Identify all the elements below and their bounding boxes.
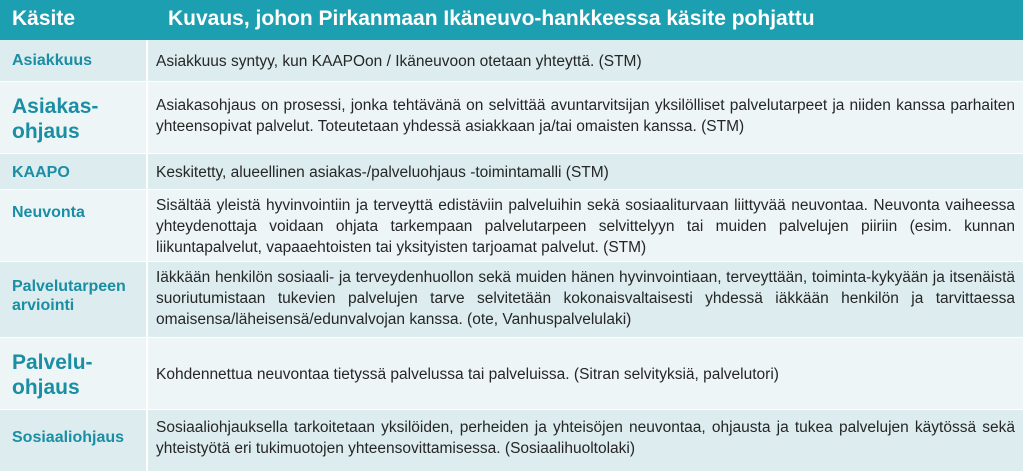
term-cell (0, 262, 148, 337)
description-text: Asiakasohjaus on prosessi, jonka tehtävänä on selvittää avuntarvitsijan yksilölliset palvelutarpeet ja niiden kanssa parhaiten yhteensopivat palvelut. Toteutetaan yhdessä asiakkaan ja/tai omaisten kanssa. (STM) (156, 97, 1015, 135)
term-cell (0, 40, 148, 81)
description-text: Keskitetty, alueellinen asiakas-/palveluohjaus -toimintamalli (STM) (156, 164, 609, 181)
term-cell (0, 190, 148, 261)
term-cell (0, 410, 148, 471)
table-row (0, 82, 1023, 154)
description-text: Sosiaaliohjauksella tarkoitetaan yksilöiden, perheiden ja yhteisöjen neuvontaa, ohjausta ja tukea palvelujen käytössä sekä yhteistyötä eri tukimuotojen yhteensovittamisessa. (Sosiaalihuoltolaki) (156, 419, 1015, 457)
header-description: Kuvaus, johon Pirkanmaan Ikäneuvo-hankkeessa käsite pohjattu (168, 7, 815, 30)
header-term: Käsite (12, 7, 76, 30)
description-cell (156, 338, 1015, 409)
description-text: Sisältää yleistä hyvinvointiin ja terveyttä edistäviin palveluihin sekä sosiaaliturvaan liittyvää neuvontaa. Neuvonta vaiheessa yhteydenottaja voidaan ohjata tarkempaan palvelutarpeen selvittelyyn tai muiden palvelujen piiriin (esim. kunnan liikuntapalvelut, vapaaehtoisten tai yksityisten tarjoamat palvelut. (STM) (156, 197, 1015, 256)
term-sosiaaliohjaus: Sosiaaliohjaus (12, 429, 125, 446)
description-cell (156, 154, 1015, 189)
description-cell (156, 190, 1015, 261)
term-cell (0, 154, 148, 189)
description-cell (156, 82, 1015, 153)
term-palvelutarpeen-arviointi: Palvelutarpeen arviointi (12, 278, 126, 314)
description-text: Kohdennettua neuvontaa tietyssä palvelussa tai palveluissa. (Sitran selvityksiä, palvelutori) (156, 366, 779, 383)
table-row (0, 40, 1023, 82)
table-row (0, 410, 1023, 471)
term-cell (0, 338, 148, 409)
term-palveluohjaus: Palvelu-ohjaus (12, 351, 93, 399)
term-asiakkuus: Asiakkuus (12, 52, 93, 69)
description-cell (156, 40, 1015, 81)
description-text: Iäkkään henkilön sosiaali- ja terveydenhuollon sekä muiden hänen hyvinvointiaan, terveyttään, toiminta-kykyään ja itsenäistä suoriutumistaan tukevien palvelujen tarve selvitetään kokonaisvaltaisesti yhdessä iäkkään henkilön ja tarvittaessa omaisensa/läheisensä/edunvalvojan kanssa. (ote, Vanhuspalvelulaki) (156, 269, 1015, 328)
term-kaapo: KAAPO (12, 164, 70, 181)
description-cell (156, 410, 1015, 471)
table-header (0, 0, 1023, 40)
description-cell (156, 262, 1015, 337)
table-row (0, 154, 1023, 190)
table-row (0, 190, 1023, 262)
table-row (0, 262, 1023, 338)
table-row (0, 338, 1023, 410)
description-text: Asiakkuus syntyy, kun KAAPOon / Ikäneuvoon otetaan yhteyttä. (STM) (156, 53, 642, 70)
term-neuvonta: Neuvonta (12, 204, 85, 221)
term-cell (0, 82, 148, 153)
term-asiakasohjaus: Asiakas-ohjaus (12, 95, 99, 143)
